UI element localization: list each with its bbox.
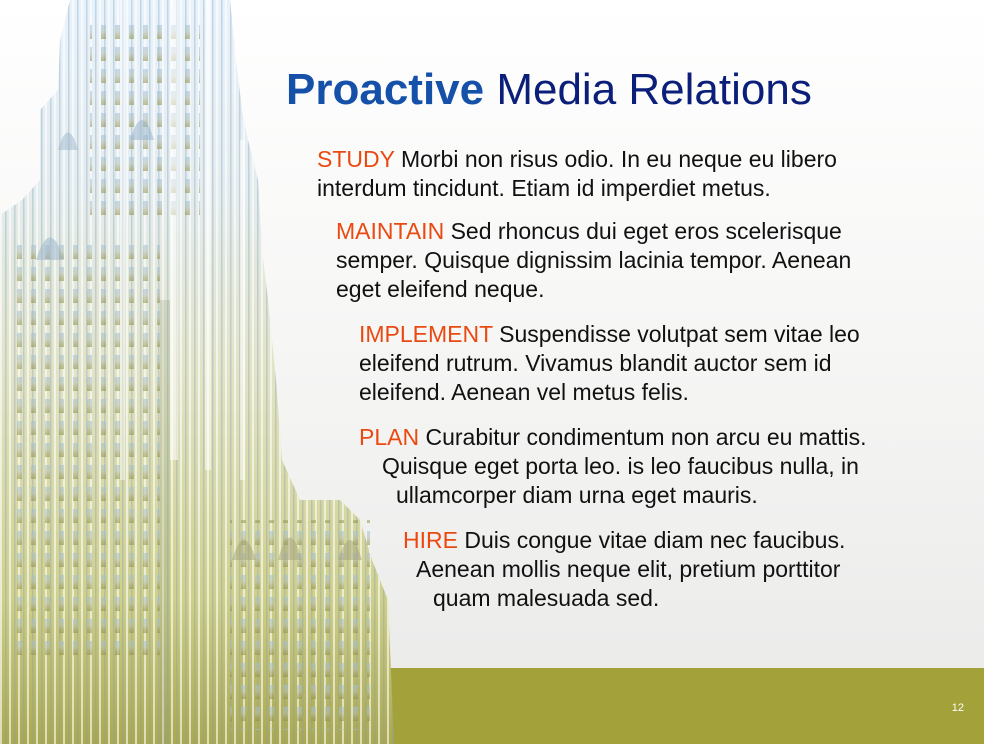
item-text: Suspendisse volutpat sem vitae leo	[499, 321, 860, 347]
item-line: eleifend rutrum. Vivamus blandit auctor sem id	[359, 350, 832, 376]
item-line	[403, 526, 845, 555]
item-line: interdum tincidunt. Etiam id imperdiet metus.	[317, 175, 771, 201]
item-keyword: PLAN	[359, 424, 420, 450]
list-item-study	[317, 145, 837, 203]
item-keyword: HIRE	[403, 527, 458, 553]
item-text: Curabitur condimentum non arcu eu mattis.	[425, 424, 867, 450]
item-line	[359, 320, 860, 349]
slide-title	[286, 64, 812, 116]
item-line: quam malesuada sed.	[433, 585, 660, 611]
item-line	[336, 217, 851, 246]
title-bold: Proactive	[286, 65, 485, 114]
item-text: Morbi non risus odio. In eu neque eu libero	[400, 146, 837, 172]
list-item-implement	[359, 320, 860, 407]
list-item-plan	[359, 423, 867, 510]
item-keyword: MAINTAIN	[336, 218, 445, 244]
item-text: Duis congue vitae diam nec faucibus.	[464, 527, 846, 553]
item-line	[359, 423, 867, 452]
item-line: eleifend. Aenean vel metus felis.	[359, 379, 689, 405]
item-line: semper. Quisque dignissim lacinia tempor. Aenean	[336, 247, 852, 273]
item-line	[317, 145, 837, 174]
title-rest: Media Relations	[484, 65, 812, 114]
item-keyword: STUDY	[317, 146, 395, 172]
item-line: eget eleifend neque.	[336, 276, 545, 302]
item-line: Quisque eget porta leo. is leo faucibus nulla, in	[382, 453, 859, 479]
page-number: 12	[951, 702, 964, 714]
list-item-maintain	[336, 217, 851, 304]
item-keyword: IMPLEMENT	[359, 321, 493, 347]
item-line: Aenean mollis neque elit, pretium porttitor	[416, 556, 841, 582]
item-line: ullamcorper diam urna eget mauris.	[396, 482, 758, 508]
list-item-hire	[403, 526, 845, 613]
item-text: Sed rhoncus dui eget eros scelerisque	[450, 218, 842, 244]
